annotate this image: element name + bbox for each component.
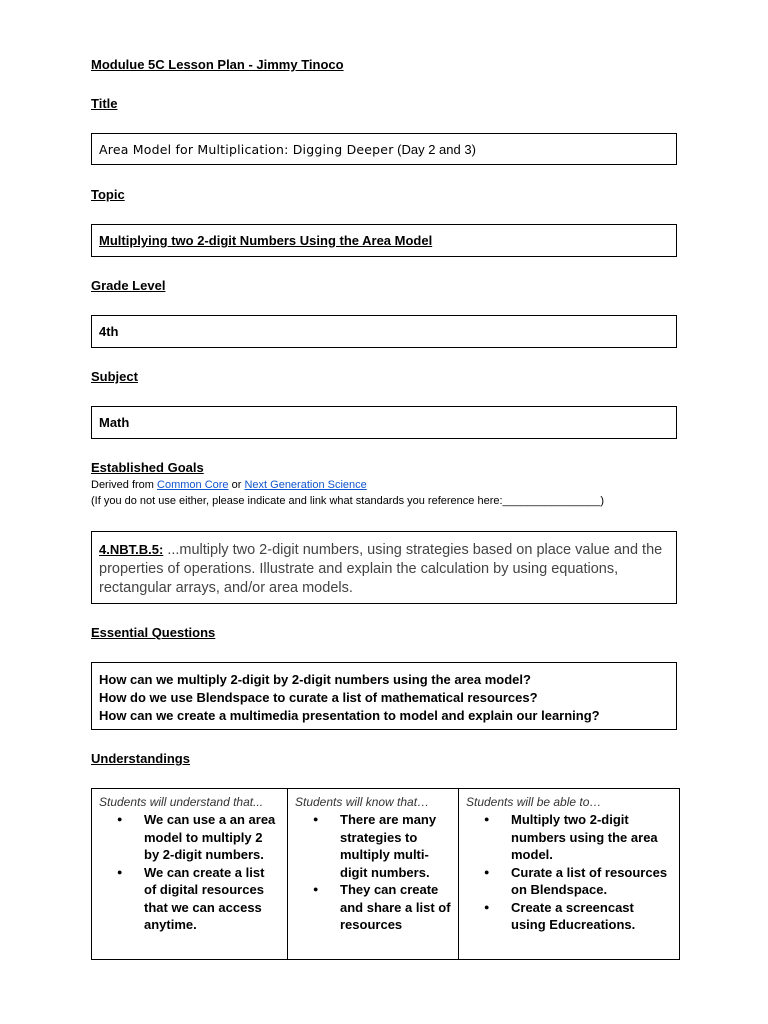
title-box [91,133,677,165]
list-item: ● Multiply two 2-digit numbers using the area model. [511,811,672,864]
goals-note: (If you do not use either, please indicate and link what standards you reference here:________________) [91,495,605,507]
understand-column-header: Students will understand that... [99,795,264,809]
essential-question: How do we use Blendspace to curate a list of mathematical resources? [99,690,538,705]
essential-heading: Essential Questions [91,625,216,640]
able-column-header: Students will be able to… [466,795,602,809]
list-item: ● Create a screencast using Educreations. [511,899,672,934]
common-core-link[interactable]: Common Core [157,479,229,491]
subject-box [91,406,677,439]
standard-text-block [92,532,676,598]
ngss-link[interactable]: Next Generation Science [244,479,367,491]
know-column [288,789,459,960]
goals-or: or [228,479,245,491]
grade-heading: Grade Level [91,278,166,293]
grade-value: 4th [99,324,119,339]
list-item: ● They can create and share a list of resources [340,881,451,934]
essential-box [91,662,677,730]
standard-text: ...multiply two 2-digit numbers, using strategies based on place value and the properties of operations. Illustrate and explain the calculation by using equations, rectangular arrays, and/or area models. [99,542,663,596]
standard-box [91,531,677,604]
standard-code: 4.NBT.B.5: [99,542,164,557]
understand-column [92,789,288,960]
know-column-header: Students will know that… [295,795,430,809]
able-column [459,789,680,960]
title-heading: Title [91,96,118,111]
goals-derived-line [91,479,367,491]
list-item: ● There are many strategies to multiply multi-digit numbers. [340,811,451,881]
title-value: Area Model for Multiplication: Digging Deeper [99,141,394,157]
essential-question: How can we create a multimedia presentation to model and explain our learning? [99,708,600,723]
goals-heading: Established Goals [91,460,204,475]
essential-question: How can we multiply 2-digit by 2-digit numbers using the area model? [99,672,531,687]
list-item: ● We can create a list of digital resources that we can access anytime. [144,864,280,934]
essential-questions-list [92,663,676,725]
goals-derived-prefix: Derived from [91,479,158,491]
topic-value: Multiplying two 2-digit Numbers Using the Area Model [99,233,433,248]
understandings-heading: Understandings [91,751,190,766]
understandings-table [91,788,680,960]
topic-heading: Topic [91,187,125,202]
document-title: Modulue 5C Lesson Plan - Jimmy Tinoco [91,57,344,72]
grade-box [91,315,677,348]
subject-value: Math [99,415,130,430]
subject-heading: Subject [91,369,138,384]
list-item: ● We can use a an area model to multiply 2 by 2-digit numbers. [144,811,280,864]
list-item: ● Curate a list of resources on Blendspace. [511,864,672,899]
title-suffix: (Day 2 and 3) [393,141,476,157]
topic-box [91,224,677,257]
